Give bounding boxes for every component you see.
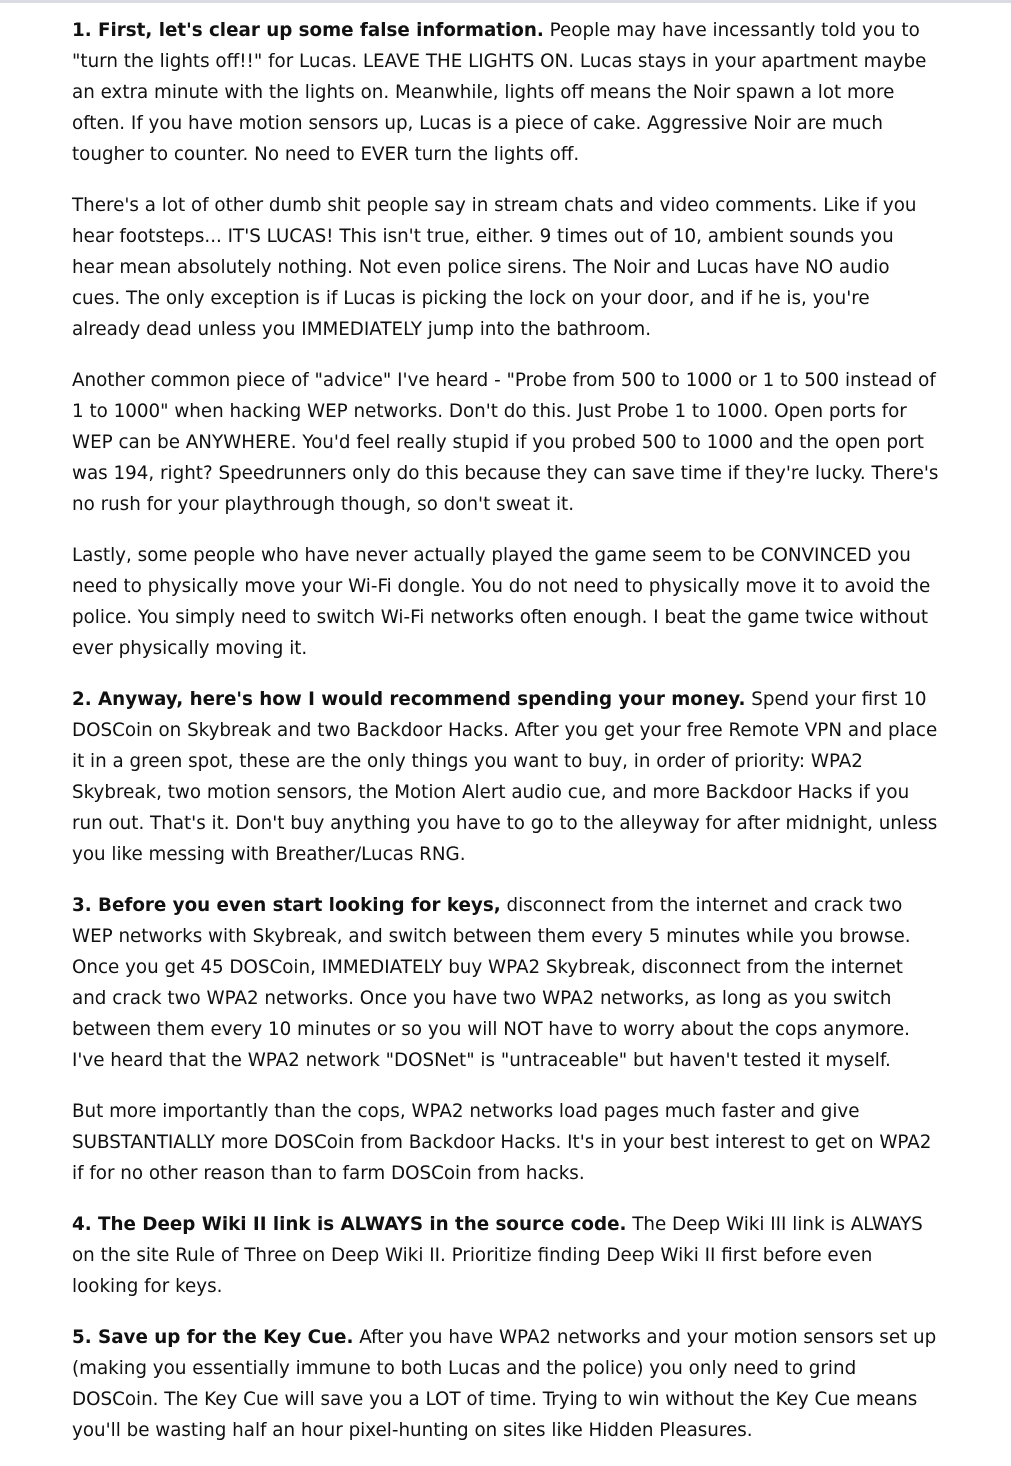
paragraph-false-information bbox=[72, 15, 940, 170]
paragraph-spending-money bbox=[72, 684, 940, 870]
paragraph-wpa2-benefits bbox=[72, 1096, 940, 1189]
paragraph-deep-wiki bbox=[72, 1209, 940, 1302]
top-divider bbox=[0, 0, 1011, 3]
heading-key-cue: 5. Save up for the Key Cue. bbox=[72, 1327, 354, 1348]
paragraph-text: There's a lot of other dumb shit people say in stream chats and video comments. Like if you hear footsteps... IT'S LUCAS! This isn't true, either. 9 times out of 10, ambient sounds you hear mean absolutely nothing. Not even police sirens. The Noir and Lucas have NO audio cues. The only exception is if Lucas is picking the lock on your door, and if he is, you're already dead unless you IMMEDIATELY jump into the bathroom. bbox=[72, 195, 917, 340]
heading-spending-money: 2. Anyway, here's how I would recommend spending your money. bbox=[72, 689, 746, 710]
paragraph-text: After you have WPA2 networks and your motion sensors set up (making you essentially immune to both Lucas and the police) you only need to grind DOSCoin. The Key Cue will save you a LOT of time. Trying to win without the Key Cue means you'll be wasting half an hour pixel-hunting on sites like Hidden Pleasures. bbox=[72, 1327, 937, 1441]
heading-before-keys: 3. Before you even start looking for keys, bbox=[72, 895, 501, 916]
heading-deep-wiki: 4. The Deep Wiki II link is ALWAYS in the source code. bbox=[72, 1214, 627, 1235]
paragraph-text: disconnect from the internet and crack two WEP networks with Skybreak, and switch between them every 5 minutes while you browse. Once you get 45 DOSCoin, IMMEDIATELY buy WPA2 Skybreak, disconnect from the internet and crack two WPA2 networks. Once you have two WPA2 networks, as long as you switch between them every 10 minutes or so you will NOT have to worry about the cops anymore. I've heard that the WPA2 network "DOSNet" is "untraceable" but haven't tested it myself. bbox=[72, 895, 911, 1071]
paragraph-text: Another common piece of "advice" I've heard - "Probe from 500 to 1000 or 1 to 500 instead of 1 to 1000" when hacking WEP networks. Don't do this. Just Probe 1 to 1000. Open ports for WEP can be ANYWHERE. You'd feel really stupid if you probed 500 to 1000 and the open port was 194, right? Speedrunners only do this because they can save time if they're lucky. There's no rush for your playthrough though, so don't sweat it. bbox=[72, 370, 939, 515]
document-body bbox=[72, 15, 940, 1466]
paragraph-text: The Deep Wiki III link is ALWAYS on the site Rule of Three on Deep Wiki II. Prioritize finding Deep Wiki II first before even looking for keys. bbox=[72, 1214, 923, 1297]
paragraph-probe-advice bbox=[72, 365, 940, 520]
paragraph-text: Lastly, some people who have never actually played the game seem to be CONVINCED you need to physically move your Wi-Fi dongle. You do not need to physically move it to avoid the police. You simply need to switch Wi-Fi networks often enough. I beat the game twice without ever physically moving it. bbox=[72, 545, 931, 659]
paragraph-text: But more importantly than the cops, WPA2 networks load pages much faster and give SUBSTANTIALLY more DOSCoin from Backdoor Hacks. It's in your best interest to get on WPA2 if for no other reason than to farm DOSCoin from hacks. bbox=[72, 1101, 932, 1184]
paragraph-wifi-dongle bbox=[72, 540, 940, 664]
heading-false-information: 1. First, let's clear up some false information. bbox=[72, 20, 544, 41]
paragraph-dumb-advice bbox=[72, 190, 940, 345]
paragraph-text: Spend your first 10 DOSCoin on Skybreak and two Backdoor Hacks. After you get your free Remote VPN and place it in a green spot, these are the only things you want to buy, in order of priority: WPA2 Skybreak, two motion sensors, the Motion Alert audio cue, and more Backdoor Hacks if you run out. That's it. Don't buy anything you have to go to the alleyway for after midnight, unless you like messing with Breather/Lucas RNG. bbox=[72, 689, 938, 865]
paragraph-key-cue bbox=[72, 1322, 940, 1446]
paragraph-before-keys bbox=[72, 890, 940, 1076]
paragraph-text: People may have incessantly told you to "turn the lights off!!" for Lucas. LEAVE THE LIGHTS ON. Lucas stays in your apartment maybe an extra minute with the lights on. Meanwhile, lights off means the Noir spawn a lot more often. If you have motion sensors up, Lucas is a piece of cake. Aggressive Noir are much tougher to counter. No need to EVER turn the lights off. bbox=[72, 20, 927, 165]
